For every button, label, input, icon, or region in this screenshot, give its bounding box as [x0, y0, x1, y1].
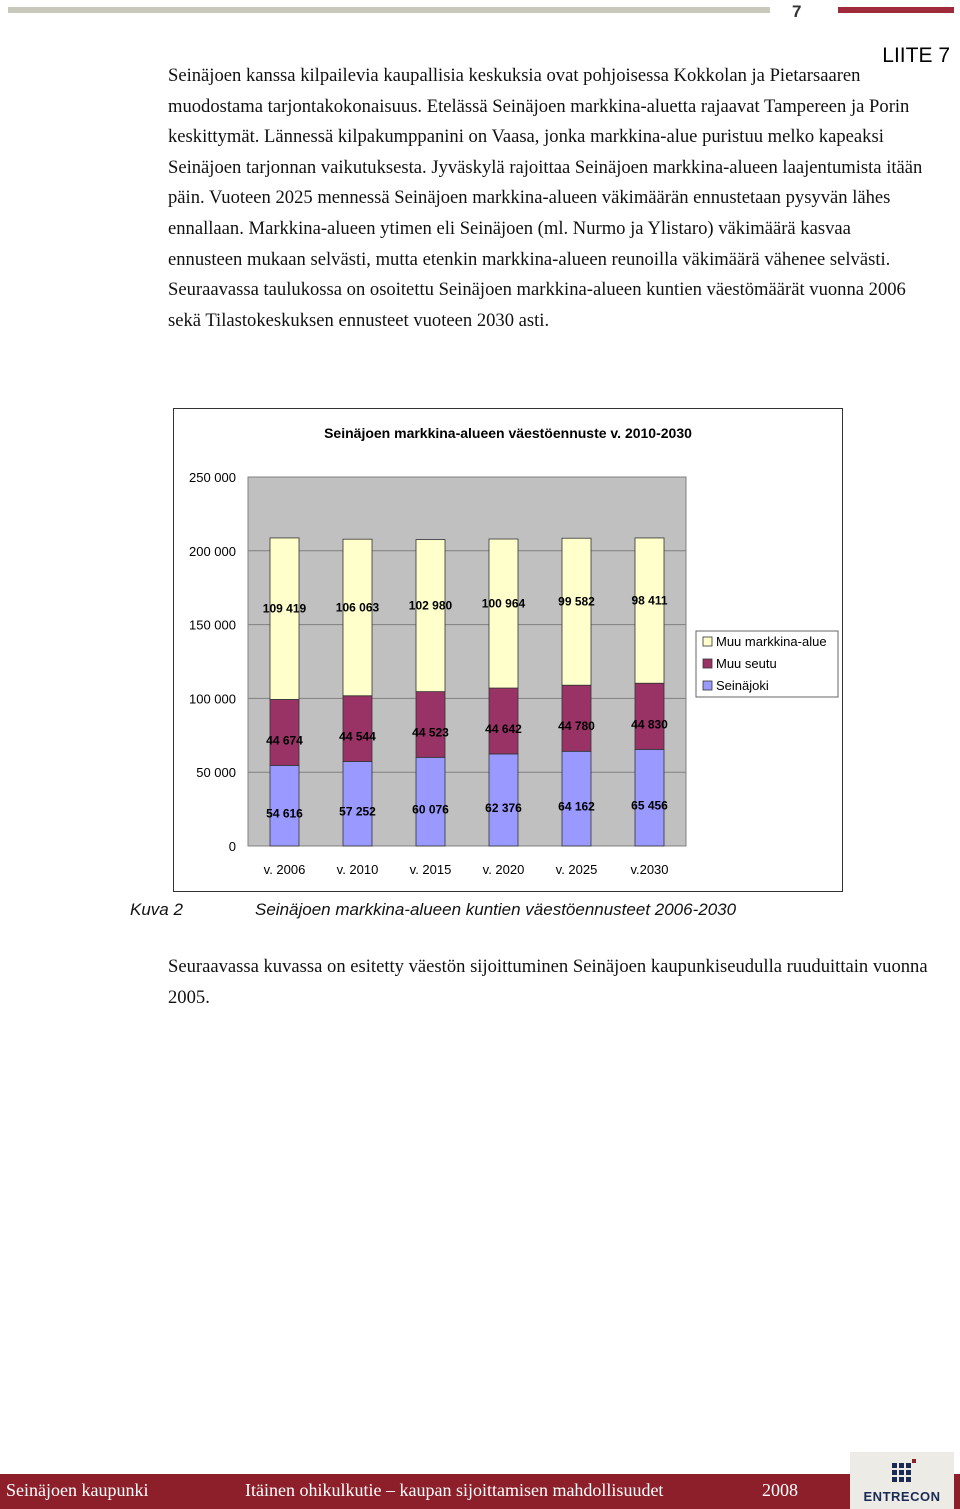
y-tick-label: 250 000: [189, 470, 236, 485]
x-tick-label: v.2030: [630, 862, 669, 877]
data-label: 44 523: [412, 725, 449, 740]
plot-area: [248, 477, 686, 846]
bar-segment: [489, 688, 518, 754]
data-label: 57 252: [339, 804, 376, 819]
figure-caption: Seinäjoen markkina-alueen kuntien väestöennusteet 2006-2030: [255, 900, 737, 919]
chart-title: Seinäjoen markkina-alueen väestöennuste v. 2010-2030: [324, 425, 692, 441]
y-tick-label: 0: [228, 839, 236, 854]
legend-label: Seinäjoki: [716, 678, 769, 693]
bar-segment: [270, 699, 299, 765]
bar-segment: [343, 761, 372, 846]
bar-segment: [635, 683, 664, 749]
legend-swatch: [703, 681, 712, 690]
header-rule-gray: [8, 7, 770, 13]
legend-swatch: [703, 637, 712, 646]
footer-year: 2008: [762, 1480, 798, 1500]
population-chart: [173, 408, 843, 892]
logo-mark-icon: [892, 1459, 916, 1483]
y-axis-ticks: [189, 470, 236, 854]
footer-report-title: Itäinen ohikulkutie – kaupan sijoittamisen mahdollisuudet: [245, 1480, 664, 1500]
legend-label: Muu seutu: [716, 656, 777, 671]
legend-swatch: [703, 659, 712, 668]
header-rule-red: [838, 7, 954, 13]
data-label: 100 964: [481, 596, 526, 611]
bar-segment: [270, 538, 299, 700]
data-label: 54 616: [266, 806, 303, 821]
x-axis-ticks: [264, 862, 669, 877]
legend-label: Muu markkina-alue: [716, 634, 827, 649]
data-label: 65 456: [631, 798, 668, 813]
bar-segment: [635, 749, 664, 846]
legend: [696, 631, 838, 697]
bar-segment: [635, 538, 664, 683]
data-label: 44 544: [339, 729, 376, 744]
x-tick-label: v. 2015: [409, 862, 452, 877]
appendix-label: LIITE 7: [882, 44, 950, 67]
data-label: 64 162: [558, 799, 595, 814]
x-tick-label: v. 2020: [482, 862, 525, 877]
x-tick-label: v. 2010: [336, 862, 379, 877]
y-tick-label: 150 000: [189, 617, 236, 633]
data-label: 99 582: [558, 594, 595, 609]
x-tick-label: v. 2025: [555, 862, 598, 877]
bar-segment: [416, 540, 445, 692]
bar-segment: [343, 539, 372, 696]
logo-text: ENTRECON: [863, 1489, 941, 1504]
data-label: 62 376: [485, 800, 522, 815]
footer-organization: Seinäjoen kaupunki: [6, 1480, 149, 1500]
data-label: 44 674: [266, 733, 303, 748]
data-label: 44 780: [558, 719, 595, 734]
y-tick-label: 100 000: [189, 691, 236, 707]
bar-segment: [562, 538, 591, 685]
data-label: 106 063: [335, 600, 380, 615]
bar-segment: [489, 539, 518, 688]
bar-segment: [489, 754, 518, 846]
x-tick-label: v. 2006: [263, 862, 306, 877]
chart-canvas: [174, 409, 842, 891]
figure-label: Kuva 2: [130, 900, 183, 919]
bar-segment: [416, 692, 445, 758]
y-tick-label: 50 000: [196, 765, 236, 781]
y-tick-label: 200 000: [189, 543, 236, 559]
data-label: 102 980: [408, 598, 453, 613]
data-label: 44 642: [485, 721, 522, 736]
entrecon-logo: [850, 1452, 954, 1509]
bar-segment: [270, 765, 299, 846]
bar-segment: [562, 751, 591, 846]
data-label: 98 411: [631, 593, 668, 608]
data-label: 60 076: [412, 802, 449, 817]
page-footer: [0, 1474, 960, 1509]
bar-segment: [343, 696, 372, 762]
data-label: 109 419: [262, 601, 307, 616]
body-paragraph-1: Seinäjoen kanssa kilpailevia kaupallisia keskuksia ovat pohjoisessa Kokkolan ja Pietarsaaren muodostama tarjontakokonaisuus. Etelässä Seinäjoen markkina-aluetta rajaavat Tampereen ja Porin keskittymät. Lännessä kilpakumppanini on Vaasa, jonka markkina-alue puristuu melko kapeaksi Seinäjoen tarjonnan vaikutuksesta. Jyväskylä rajoittaa Seinäjoen markkina-alueen laajentumista itään päin. Vuoteen 2025 mennessä Seinäjoen markkina-alueen väkimäärän ennustetaan pysyvän lähes ennallaan. Markkina-alueen ytimen eli Seinäjoen (ml. Nurmo ja Ylistaro) väkimäärä kasvaa ennusteen mukaan selvästi, mutta etenkin markkina-alueen reunoilla väkimäärä vähenee selvästi. Seuraavassa taulukossa on osoitettu Seinäjoen markkina-alueen kuntien väestömäärät vuonna 2006 sekä Tilastokeskuksen ennusteet vuoteen 2030 asti.: [168, 65, 923, 331]
bar-segment: [562, 685, 591, 751]
body-paragraph-2: Seuraavassa kuvassa on esitetty väestön sijoittuminen Seinäjoen kaupunkiseudulla ruuduittain vuonna 2005.: [168, 956, 928, 1008]
data-label: 44 830: [631, 717, 668, 732]
page-number: 7: [792, 2, 802, 21]
bar-segment: [416, 757, 445, 846]
